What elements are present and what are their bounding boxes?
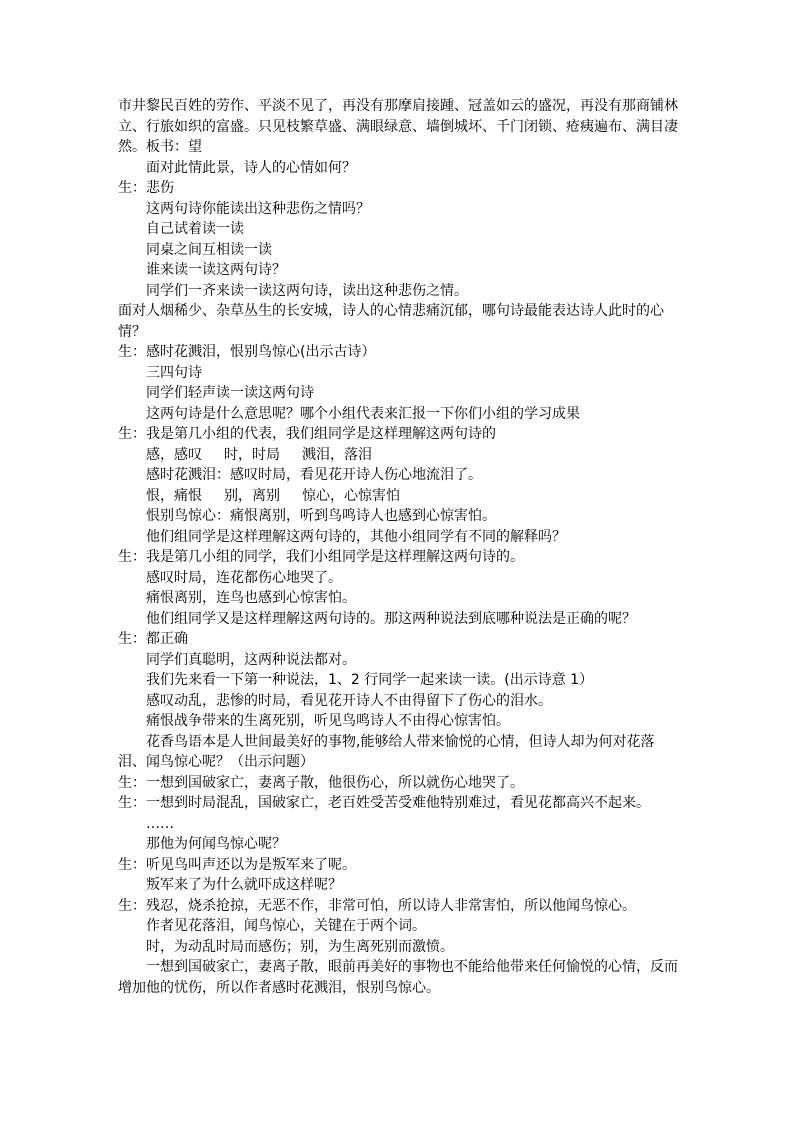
answer-text: 一想到国破家亡，妻离子散，他很伤心，所以就伤心地哭了。 bbox=[146, 774, 524, 791]
answer-text: 都正确 bbox=[146, 631, 188, 647]
speaker-label: 生： bbox=[118, 774, 146, 791]
term: 感，感叹 bbox=[146, 446, 202, 463]
term: 别，离别 bbox=[224, 487, 280, 504]
term-definitions bbox=[118, 445, 678, 466]
student-answer bbox=[118, 547, 678, 568]
paragraph: 痛恨离别，连鸟也感到心惊害怕。 bbox=[146, 590, 356, 606]
paragraph: 我们先来看一下第一种说法，1、2 行同学一起来读一读。(出示诗意 1） bbox=[146, 672, 594, 688]
paragraph: 面对此情此景，诗人的心情如何？ bbox=[146, 159, 356, 176]
paragraph: 同桌之间互相读一读 bbox=[146, 241, 272, 258]
answer-text: 感时花溅泪，恨别鸟惊心(出示古诗） bbox=[146, 344, 376, 360]
paragraph: 时，为动乱时局而感伤；别，为生离死别而激愤。 bbox=[146, 938, 454, 955]
paragraph: 同学们一齐来读一读这两句诗，读出这种悲伤之情。 bbox=[146, 282, 468, 299]
speaker-label: 生： bbox=[118, 426, 146, 442]
student-answer bbox=[118, 793, 678, 814]
paragraph: 三四句诗 bbox=[146, 364, 202, 381]
term: 时，时局 bbox=[224, 446, 280, 463]
speaker-label: 生： bbox=[118, 631, 146, 647]
paragraph: 恨别鸟惊心：痛恨离别，听到鸟鸣诗人也感到心惊害怕。 bbox=[146, 508, 496, 524]
student-answer bbox=[118, 773, 678, 794]
paragraph: 这两句诗是什么意思呢？哪个小组代表来汇报一下你们小组的学习成果 bbox=[146, 405, 580, 422]
speaker-label: 生： bbox=[118, 549, 146, 565]
term: 惊心，心惊害怕 bbox=[302, 487, 400, 504]
paragraph: 他们组同学又是这样理解这两句诗的。那这两种说法到底哪种说法是正确的呢？ bbox=[146, 610, 636, 627]
student-answer bbox=[118, 342, 678, 363]
ellipsis: …… bbox=[146, 815, 174, 832]
term: 恨，痛恨 bbox=[146, 487, 202, 504]
student-answer bbox=[118, 424, 678, 445]
student-answer bbox=[118, 896, 678, 917]
paragraph: 一想到国破家亡，妻离子散，眼前再美好的事物也不能给他带来任何愉悦的心情，反而增加他的忧伤，所以作者感时花溅泪，恨别鸟惊心。 bbox=[118, 959, 678, 996]
paragraph: 叛军来了为什么就吓成这样呢？ bbox=[146, 877, 342, 893]
student-answer bbox=[118, 178, 678, 199]
paragraph: 感叹动乱，悲惨的时局，看见花开诗人不由得留下了伤心的泪水。 bbox=[146, 692, 552, 709]
paragraph: 痛恨战争带来的生离死别，听见鸟鸣诗人不由得心惊害怕。 bbox=[146, 713, 510, 729]
term: 溅泪，落泪 bbox=[302, 446, 372, 463]
speaker-label: 生： bbox=[118, 795, 146, 811]
answer-text: 我是第几小组的同学，我们小组同学是这样理解这两句诗的。 bbox=[146, 549, 524, 565]
paragraph: 这两句诗你能读出这种悲伤之情吗？ bbox=[146, 200, 370, 217]
speaker-label: 生： bbox=[118, 856, 146, 873]
answer-text: 一想到时局混乱，国破家亡，老百姓受苦受难他特别难过，看见花都高兴不起来。 bbox=[146, 795, 650, 811]
answer-text: 残忍，烧杀抢掠，无恶不作，非常可怕，所以诗人非常害怕，所以他闻鸟惊心。 bbox=[146, 897, 636, 914]
paragraph: 感叹时局，连花都伤心地哭了。 bbox=[146, 569, 342, 586]
speaker-label: 生： bbox=[118, 897, 146, 914]
speaker-label: 生： bbox=[118, 180, 146, 196]
paragraph: 谁来读一读这两句诗？ bbox=[146, 262, 286, 278]
speaker-label: 生： bbox=[118, 344, 146, 360]
document-page bbox=[118, 96, 678, 998]
paragraph: 自己试着读一读 bbox=[146, 221, 244, 237]
paragraph: 同学们轻声读一读这两句诗 bbox=[146, 385, 314, 401]
answer-text: 听见鸟叫声还以为是叛军来了呢。 bbox=[146, 856, 356, 873]
paragraph: 作者见花落泪，闻鸟惊心，关键在于两个词。 bbox=[146, 918, 426, 934]
paragraph: 市井黎民百姓的劳作、平淡不见了，再没有那摩肩接踵、冠盖如云的盛况，再没有那商铺林立、行旅如织的富盛。只见枝繁草盛、满眼绿意、墙倒城坏、千门闭锁、疮痍遍布、满目凄然。板书：望 bbox=[118, 98, 678, 155]
student-answer bbox=[118, 855, 678, 876]
paragraph: 同学们真聪明，这两种说法都对。 bbox=[146, 651, 356, 668]
paragraph: 他们组同学是这样理解这两句诗的，其他小组同学有不同的解释吗？ bbox=[146, 528, 566, 545]
paragraph: 面对人烟稀少、杂草丛生的长安城，诗人的心情悲痛沉郁，哪句诗最能表达诗人此时的心情？ bbox=[118, 303, 664, 340]
paragraph: 花香鸟语本是人世间最美好的事物,能够给人带来愉悦的心情，但诗人却为何对花落泪、闻鸟惊心呢？（出示问题） bbox=[118, 733, 655, 770]
paragraph: 那他为何闻鸟惊心呢？ bbox=[146, 836, 286, 852]
paragraph: 感时花溅泪：感叹时局，看见花开诗人伤心地流泪了。 bbox=[146, 467, 482, 483]
student-answer bbox=[118, 629, 678, 650]
answer-text: 我是第几小组的代表，我们组同学是这样理解这两句诗的 bbox=[146, 426, 496, 442]
term-definitions bbox=[118, 486, 678, 507]
answer-text: 悲伤 bbox=[146, 180, 174, 196]
